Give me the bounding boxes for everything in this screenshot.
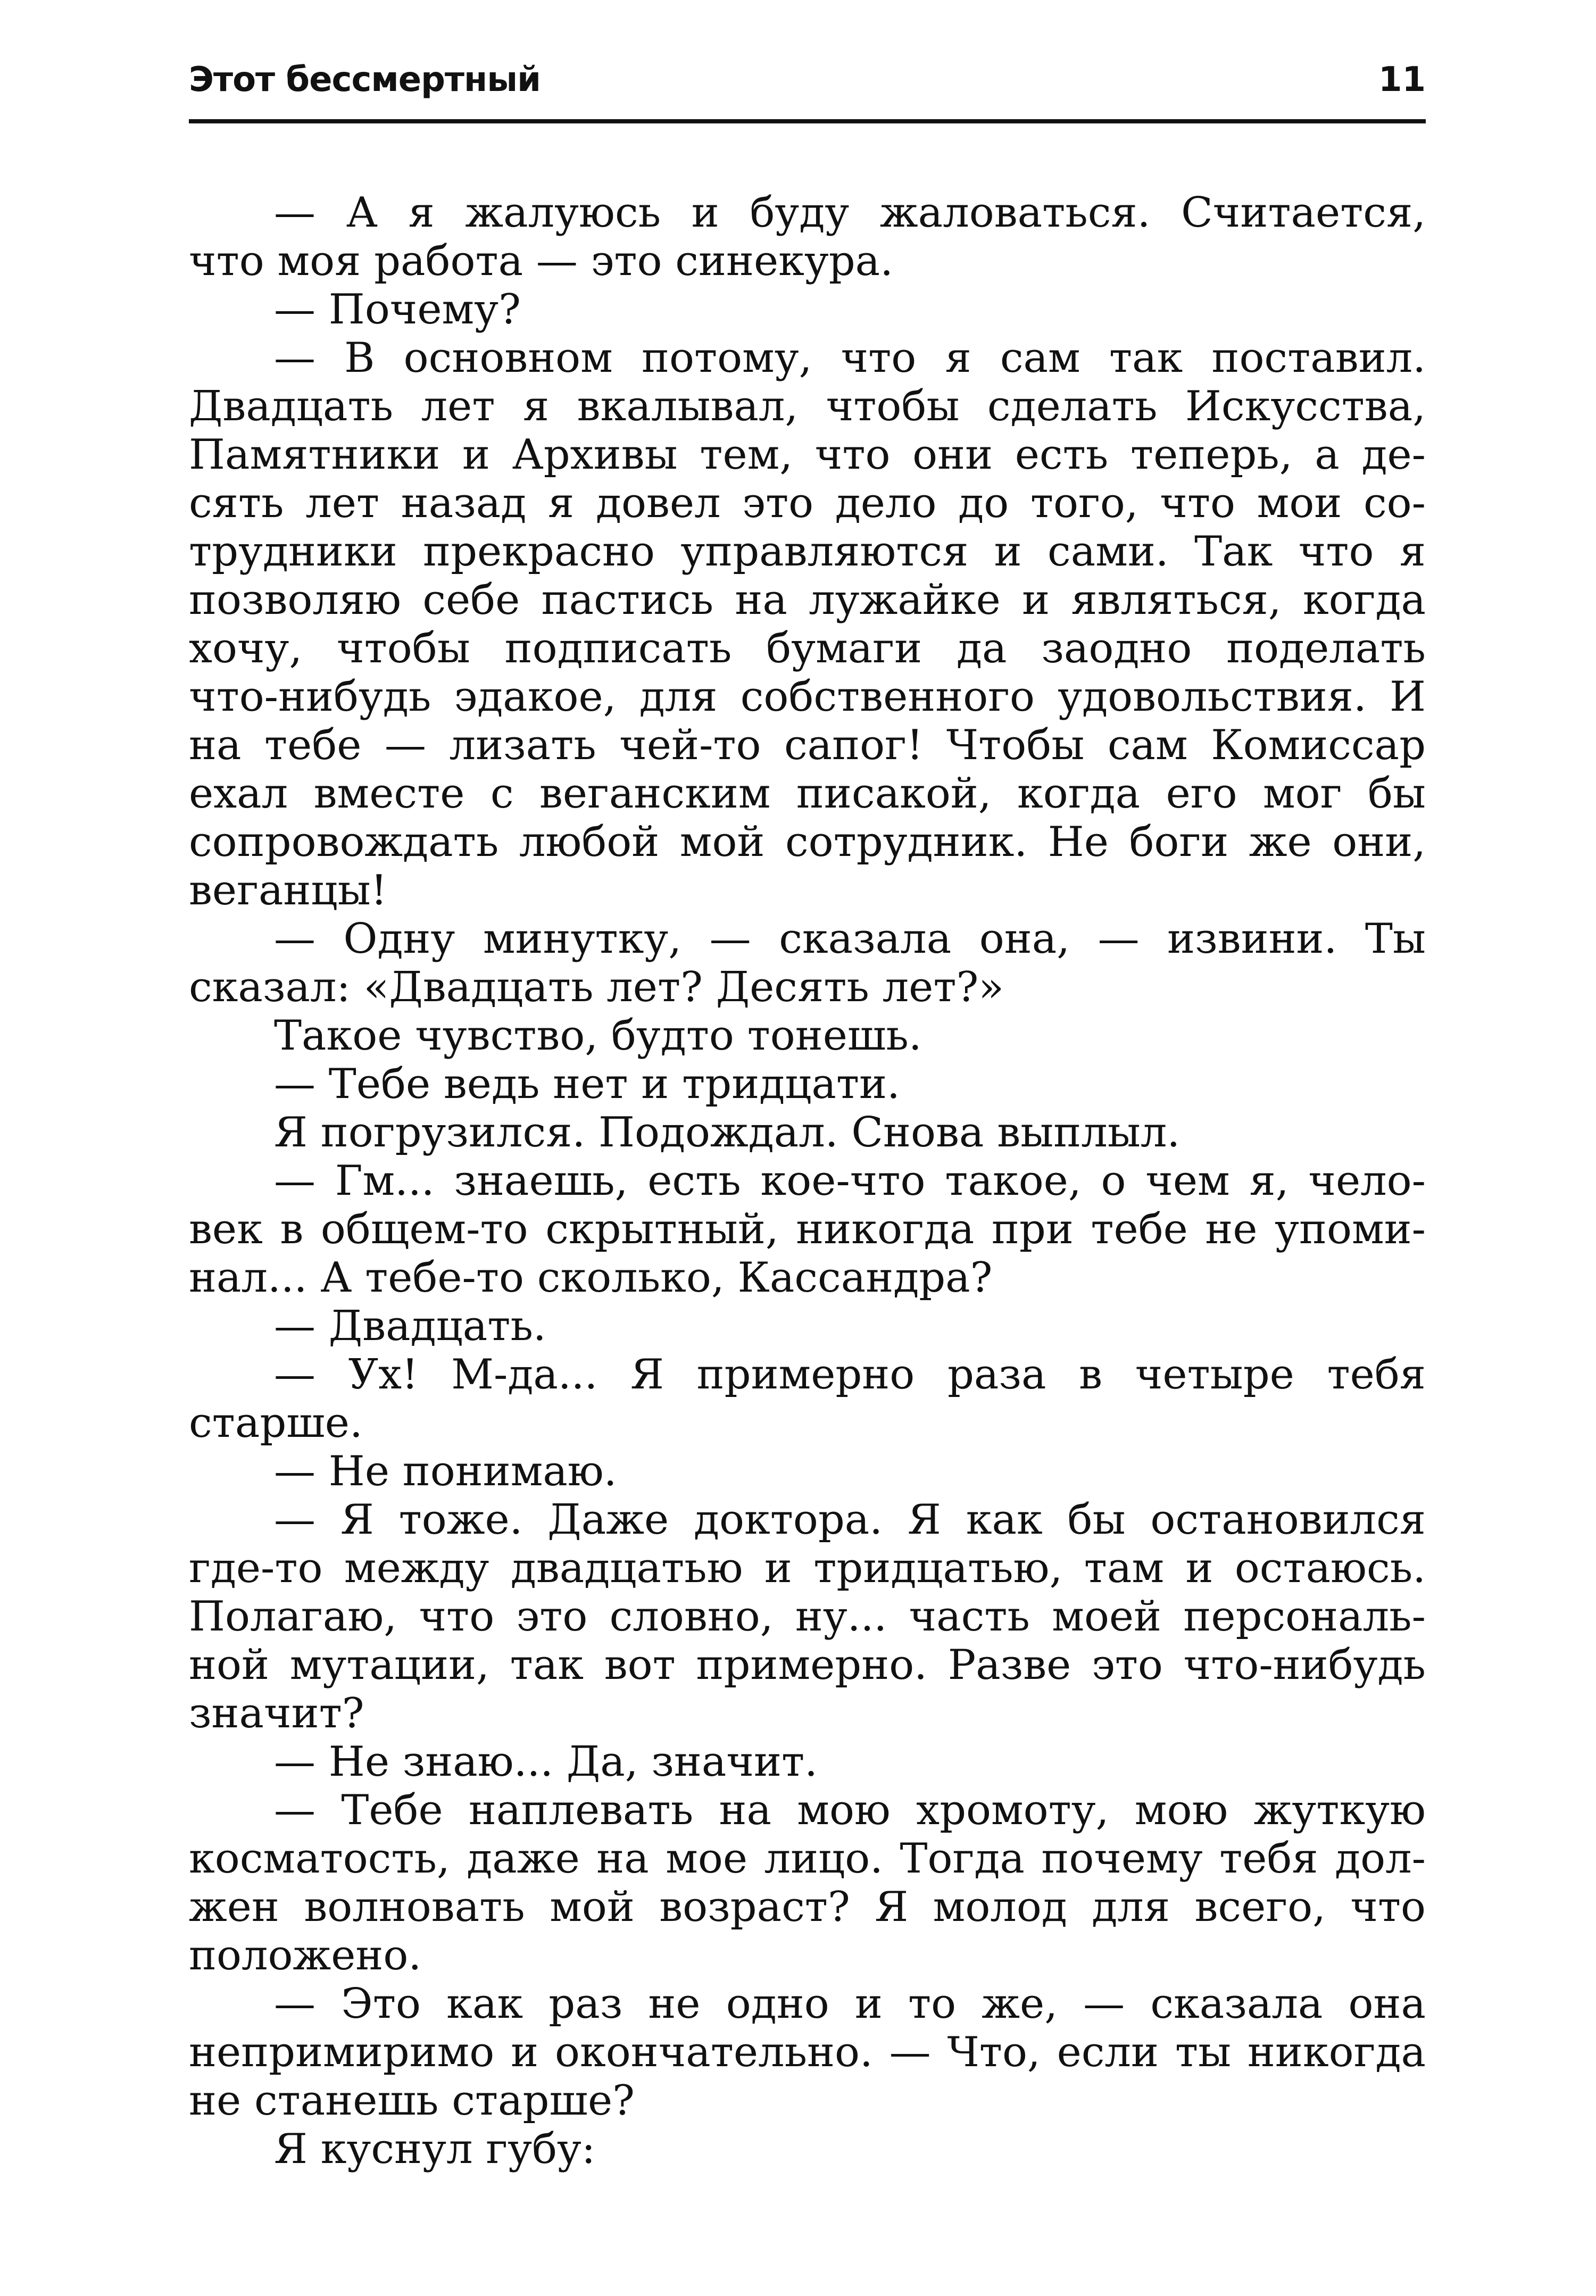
- text-line: что-нибудь эдакое, для собственного удовольствия. И: [189, 673, 1426, 721]
- running-head: [189, 56, 1426, 104]
- text-line: положено.: [189, 1932, 422, 1979]
- text-line: — Не знаю... Да, значит.: [274, 1738, 818, 1786]
- header-rule: [189, 119, 1426, 123]
- text-line: Полагаю, что это словно, ну... часть моей персональ-: [189, 1593, 1426, 1641]
- page-number: 11: [1378, 60, 1426, 99]
- text-line: непримиримо и окончательно. — Что, если ты никогда: [189, 2028, 1426, 2076]
- text-line: — Тебе наплевать на мою хромоту, мою жуткую: [274, 1786, 1426, 1834]
- text-line: ной мутации, так вот примерно. Разве это что-нибудь: [189, 1641, 1426, 1689]
- text-line: Такое чувство, будто тонешь.: [274, 1012, 922, 1060]
- text-line: не станешь старше?: [189, 2077, 635, 2125]
- running-title: Этот бессмертный: [189, 60, 541, 99]
- text-line: сопровождать любой мой сотрудник. Не боги же они,: [189, 818, 1426, 866]
- text-line: ехал вместе с веганским писакой, когда его мог бы: [189, 770, 1426, 818]
- text-line: — Не понимаю.: [274, 1448, 617, 1495]
- text-line: жен волновать мой возраст? Я молод для всего, что: [189, 1883, 1426, 1931]
- text-line: старше.: [189, 1399, 363, 1447]
- text-line: — Тебе ведь нет и тридцати.: [274, 1060, 900, 1108]
- body-text: [189, 189, 1426, 2174]
- text-line: Двадцать лет я вкалывал, чтобы сделать Искусства,: [189, 382, 1426, 430]
- text-line: хочу, чтобы подписать бумаги да заодно поделать: [189, 625, 1426, 672]
- text-line: — Одну минутку, — сказала она, — извини. Ты: [274, 915, 1426, 963]
- text-line: Памятники и Архивы тем, что они есть теперь, а де-: [189, 431, 1426, 479]
- text-line: — Почему?: [274, 286, 521, 334]
- text-line: — Ух! М-да... Я примерно раза в четыре тебя: [274, 1351, 1426, 1399]
- text-line: сказал: «Двадцать лет? Десять лет?»: [189, 963, 1004, 1011]
- text-line: — А я жалуюсь и буду жаловаться. Считается,: [274, 189, 1426, 237]
- text-line: позволяю себе пастись на лужайке и являться, когда: [189, 576, 1426, 624]
- text-line: — В основном потому, что я сам так поставил.: [274, 334, 1426, 382]
- text-line: век в общем-то скрытный, никогда при тебе не упоми-: [189, 1205, 1426, 1253]
- text-line: веганцы!: [189, 867, 388, 914]
- text-line: Я погрузился. Подождал. Снова выплыл.: [274, 1109, 1181, 1157]
- text-line: — Я тоже. Даже доктора. Я как бы остановился: [274, 1496, 1426, 1544]
- text-line: Я куснул губу:: [274, 2125, 596, 2173]
- text-line: где-то между двадцатью и тридцатью, там и остаюсь.: [189, 1544, 1426, 1592]
- text-line: косматость, даже на мое лицо. Тогда почему тебя дол-: [189, 1835, 1426, 1883]
- text-line: сять лет назад я довел это дело до того, что мои со-: [189, 479, 1426, 527]
- text-line: значит?: [189, 1690, 364, 1737]
- text-line: на тебе — лизать чей-то сапог! Чтобы сам Комиссар: [189, 721, 1426, 769]
- text-line: что моя работа — это синекура.: [189, 237, 893, 285]
- text-line: — Гм... знаешь, есть кое-что такое, о чем я, чело-: [274, 1157, 1426, 1205]
- text-line: нал... А тебе-то сколько, Кассандра?: [189, 1254, 993, 1302]
- text-line: — Это как раз не одно и то же, — сказала она: [274, 1980, 1426, 2028]
- text-line: трудники прекрасно управляются и сами. Так что я: [189, 528, 1426, 576]
- text-line: — Двадцать.: [274, 1302, 546, 1350]
